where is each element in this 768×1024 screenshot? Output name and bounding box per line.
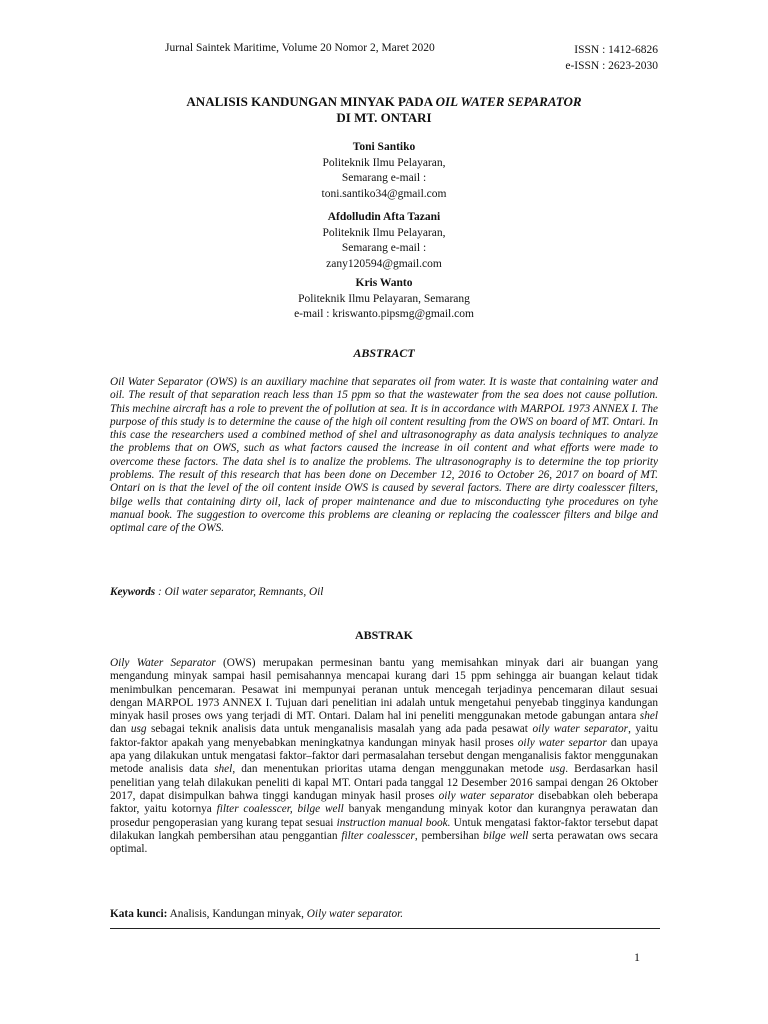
abstrak-segment: oily water separtor <box>517 736 607 749</box>
abstrak-segment: usg <box>130 723 147 736</box>
keywords-label: Keywords <box>110 586 156 598</box>
abstract-heading: ABSTRACT <box>353 346 415 360</box>
keywords-line <box>110 586 658 598</box>
abstrak-text <box>110 657 658 856</box>
abstrak-segment: filter coalesscer <box>341 829 415 842</box>
keywords-text: : Oil water separator, Remnants, Oil <box>155 586 324 598</box>
abstrak-segment: (OWS) merupakan permesinan bantu yang memisahkan minyak dari air buangan yang mengandung minyak sampai hasil pemisahannya mencapai kurang dari 15 ppm sehingga air buangan kelaut tidak menimbulkan pencemaran. Pesawat ini mempunyai peranan untuk mencegah terjadinya pencemaran dilaut sesuai dengan MARPOL 1973 ANNEX I. Tujuan dari penelitian ini adalah untuk mengetahui penyebab tingginya kandungan minyak hasil proses ows yang terjadi di MT. Ontari. Dalam hal ini peneliti menggunakan metode gabungan antara <box>110 657 659 723</box>
abstrak-segment: serta perawatan ows secara optimal. <box>110 829 658 856</box>
journal-header: Jurnal Saintek Maritime, Volume 20 Nomor 2, Maret 2020 <box>165 42 435 54</box>
abstrak-segment: usg <box>549 763 566 776</box>
author-email: e-mail : kriswanto.pipsmg@gmail.com <box>294 308 474 320</box>
page-number: 1 <box>634 950 640 964</box>
author-name: Afdolludin Afta Tazani <box>327 211 441 223</box>
abstrak-segment: bilge well <box>483 829 529 842</box>
abstrak-segment: shel <box>214 763 233 776</box>
abstrak-segment: disebabkan oleh beberapa faktor, yaitu kotornya <box>110 789 658 816</box>
author-name: Toni Santiko <box>352 141 416 153</box>
issn: ISSN : 1412-6826 <box>574 44 658 56</box>
abstrak-segment: , pembersihan <box>414 829 484 842</box>
author-affiliation: Politeknik Ilmu Pelayaran, <box>322 226 446 239</box>
author-email: zany120594@gmail.com <box>326 257 442 270</box>
abstract-text: Oil Water Separator (OWS) is an auxiliary machine that separates oil from water. It is waste that containing water and oil. The result of that separation reach less than 15 ppm so that the wastewater from the sea does not cause pollution. This mechine aircraft has a role to prevent the of pollution at sea. It is in accordance with MARPOL 1973 ANNEX I. The purpose of this study is to determine the cause of the high oil content resulting from the OWS on board of MT. Ontari. In this case the researchers used a combined method of shel and ultrasonography as data analysis techniques to analyze the problems that on OWS, such as what factors caused the increase in oil content and what efforts were made to overcome these factors. The data shel is to analize the problems. The ultrasonography is to determine the top priority problems. The result of this research that has been done on December 12, 2016 to October 26, 2017 on board of MT. Ontari on is that the level of the oil content inside OWS is caused by several factors. There are dirty coalesscer filters, bilge wells that containing dirty oil, lack of proper maintenance and due to misconducting tyhe procedures on tyhe manual book. The suggestion to overcome this problems are cleaning or replacing the coalesscer filters and bilge and optimal care of the OWS. <box>110 376 658 535</box>
author-affiliation: Politeknik Ilmu Pelayaran, <box>322 156 446 169</box>
abstrak-segment: Oily Water Separator <box>110 657 216 669</box>
abstrak-segment: filter coalesscer, bilge well <box>216 803 344 816</box>
paper-title <box>0 94 768 126</box>
author-line2: Semarang e-mail : <box>341 172 427 184</box>
abstrak-segment: banyak mengandung minyak kotor dan kurangnya perawatan dan prosedur pengoperasian yang kurang tepat sesuai <box>110 803 658 829</box>
eissn: e-ISSN : 2623-2030 <box>565 60 658 72</box>
title-line2: DI MT. ONTARI <box>336 110 432 125</box>
abstrak-heading: ABSTRAK <box>354 628 413 642</box>
abstrak-segment: oily water separator <box>438 789 534 802</box>
abstrak-segment: sebagai teknik analisis data untuk menganalisis masalah yang ada pada pesawat <box>146 723 533 736</box>
author-block <box>0 210 768 272</box>
author-email: toni.santiko34@gmail.com <box>321 187 447 200</box>
abstrak-segment: , yaitu faktor-faktor apakah yang menyebabkan meningkatnya kandungan minyak hasil proses <box>110 723 658 749</box>
abstrak-segment: . Berdasarkan hasil penelitian yang telah dilakukan peneliti di kapal MT. Ontari pada tanggal 12 Desember 2016 sampai dengan 26 Oktober 2017, dapat disimpulkan bahwa tinggi kandugan minyak hasil proses <box>110 763 658 802</box>
author-block <box>0 276 768 323</box>
abstrak-segment: shel <box>639 710 658 723</box>
kata-kunci-italic: Oily water separator. <box>306 908 404 920</box>
abstrak-segment: dan <box>110 723 131 736</box>
abstrak-segment: , dan menentukan prioritas utama dengan menggunakan metode <box>232 763 550 776</box>
abstrak-segment: Untuk mengatasi faktor-faktor tersebut dapat dilakukan langkah pembersihan atau penggantian <box>110 816 659 842</box>
abstrak-segment: oily water separator <box>532 723 629 736</box>
kata-kunci-text: Analisis, Kandungan minyak, <box>167 908 307 920</box>
author-name: Kris Wanto <box>355 277 413 289</box>
title-line1-normal: ANALISIS KANDUNGAN MINYAK PADA <box>186 94 436 109</box>
kata-kunci-line <box>110 908 658 920</box>
abstrak-segment: dan upaya apa yang dilakukan untuk mengatasi faktor–faktor dari permasalahan tersebut dengan menganalisis faktor menggunakan metode analisis data <box>110 736 659 776</box>
kata-kunci-label: Kata kunci: <box>110 908 168 920</box>
author-affiliation: Politeknik Ilmu Pelayaran, Semarang <box>298 292 470 305</box>
title-line1-italic: OIL WATER SEPARATOR <box>435 94 582 109</box>
author-block <box>0 140 768 202</box>
abstrak-segment: instruction manual book. <box>336 816 451 829</box>
issn-block <box>565 42 658 74</box>
author-line2: Semarang e-mail : <box>341 242 427 254</box>
footer-divider <box>110 928 660 929</box>
